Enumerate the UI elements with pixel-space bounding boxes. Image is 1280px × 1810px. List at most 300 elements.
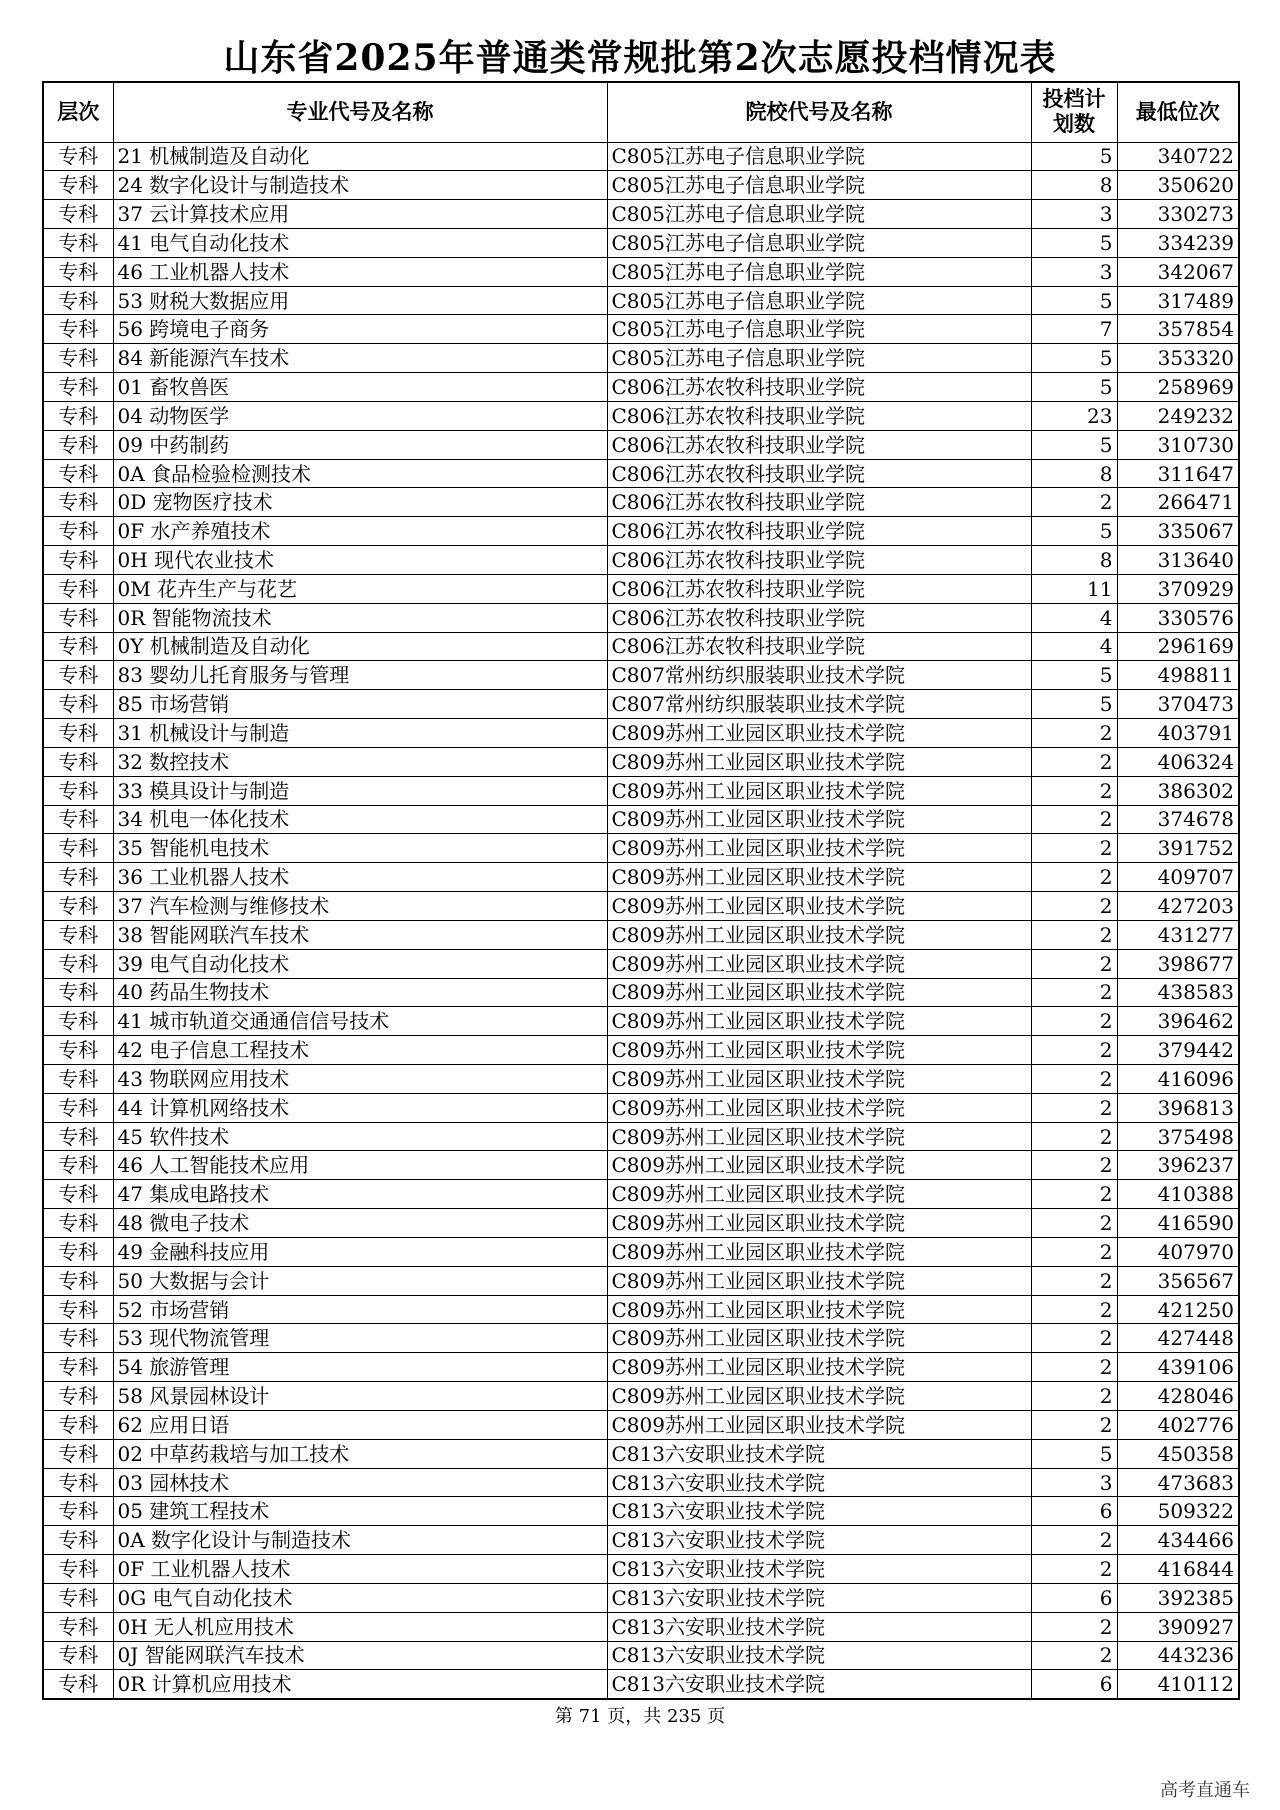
cell-rank: 386302: [1117, 776, 1239, 805]
cell-major: 0M 花卉生产与花艺: [113, 574, 607, 603]
header-school: 院校代号及名称: [607, 82, 1031, 142]
cell-rank: 409707: [1117, 863, 1239, 892]
table-row: [43, 776, 1239, 805]
table-row: [43, 228, 1239, 257]
cell-rank: 398677: [1117, 949, 1239, 978]
table-row: [43, 978, 1239, 1007]
cell-level: 专科: [43, 1439, 113, 1468]
cell-rank: 310730: [1117, 430, 1239, 459]
cell-rank: 427448: [1117, 1324, 1239, 1353]
cell-plan: 2: [1031, 920, 1117, 949]
header-major: 专业代号及名称: [113, 82, 607, 142]
cell-plan: 2: [1031, 1151, 1117, 1180]
cell-level: 专科: [43, 574, 113, 603]
cell-major: 45 软件技术: [113, 1122, 607, 1151]
table-row: [43, 1209, 1239, 1238]
cell-major: 58 风景园林设计: [113, 1382, 607, 1411]
cell-plan: 2: [1031, 978, 1117, 1007]
table-row: [43, 1353, 1239, 1382]
cell-plan: 4: [1031, 603, 1117, 632]
cell-school: C813六安职业技术学院: [607, 1583, 1031, 1612]
cell-major: 02 中草药栽培与加工技术: [113, 1439, 607, 1468]
cell-level: 专科: [43, 315, 113, 344]
cell-level: 专科: [43, 978, 113, 1007]
cell-level: 专科: [43, 1353, 113, 1382]
cell-level: 专科: [43, 1612, 113, 1641]
table-row: [43, 661, 1239, 690]
cell-school: C813六安职业技术学院: [607, 1526, 1031, 1555]
cell-rank: 410388: [1117, 1180, 1239, 1209]
cell-rank: 335067: [1117, 517, 1239, 546]
cell-plan: 2: [1031, 1555, 1117, 1584]
cell-level: 专科: [43, 1180, 113, 1209]
cell-rank: 416096: [1117, 1065, 1239, 1094]
table-row: [43, 488, 1239, 517]
cell-plan: 23: [1031, 401, 1117, 430]
cell-plan: 7: [1031, 315, 1117, 344]
cell-rank: 410112: [1117, 1670, 1239, 1699]
table-row: [43, 834, 1239, 863]
cell-major: 36 工业机器人技术: [113, 863, 607, 892]
cell-major: 50 大数据与会计: [113, 1266, 607, 1295]
cell-rank: 439106: [1117, 1353, 1239, 1382]
cell-rank: 396462: [1117, 1007, 1239, 1036]
table-row: [43, 747, 1239, 776]
cell-level: 专科: [43, 1410, 113, 1439]
cell-level: 专科: [43, 488, 113, 517]
table-row: [43, 690, 1239, 719]
cell-level: 专科: [43, 344, 113, 373]
cell-school: C813六安职业技术学院: [607, 1468, 1031, 1497]
cell-rank: 330273: [1117, 200, 1239, 229]
table-row: [43, 863, 1239, 892]
table-row: [43, 603, 1239, 632]
cell-rank: 416844: [1117, 1555, 1239, 1584]
cell-plan: 5: [1031, 517, 1117, 546]
cell-plan: 2: [1031, 1382, 1117, 1411]
cell-school: C807常州纺织服装职业技术学院: [607, 661, 1031, 690]
cell-plan: 2: [1031, 892, 1117, 921]
table-row: [43, 1497, 1239, 1526]
cell-plan: 5: [1031, 286, 1117, 315]
cell-major: 46 工业机器人技术: [113, 257, 607, 286]
page-footer: 第 71 页，共 235 页: [554, 1706, 726, 1727]
cell-major: 83 婴幼儿托育服务与管理: [113, 661, 607, 690]
cell-plan: 2: [1031, 863, 1117, 892]
cell-plan: 2: [1031, 1266, 1117, 1295]
table-row: [43, 315, 1239, 344]
table-row: [43, 1526, 1239, 1555]
cell-plan: 5: [1031, 661, 1117, 690]
cell-plan: 2: [1031, 1180, 1117, 1209]
cell-school: C806江苏农牧科技职业学院: [607, 488, 1031, 517]
cell-major: 39 电气自动化技术: [113, 949, 607, 978]
cell-plan: 4: [1031, 632, 1117, 661]
header-row: [43, 82, 1239, 142]
cell-plan: 2: [1031, 776, 1117, 805]
cell-level: 专科: [43, 747, 113, 776]
cell-major: 42 电子信息工程技术: [113, 1036, 607, 1065]
cell-major: 0H 现代农业技术: [113, 546, 607, 575]
cell-major: 35 智能机电技术: [113, 834, 607, 863]
cell-level: 专科: [43, 1497, 113, 1526]
watermark-text: 高考直通车: [1160, 1780, 1250, 1801]
cell-level: 专科: [43, 1555, 113, 1584]
table-row: [43, 574, 1239, 603]
cell-school: C809苏州工业园区职业技术学院: [607, 776, 1031, 805]
cell-school: C805江苏电子信息职业学院: [607, 315, 1031, 344]
cell-plan: 3: [1031, 200, 1117, 229]
table-row: [43, 286, 1239, 315]
cell-level: 专科: [43, 1036, 113, 1065]
table-row: [43, 430, 1239, 459]
table-row: [43, 1007, 1239, 1036]
cell-school: C813六安职业技术学院: [607, 1497, 1031, 1526]
table-row: [43, 1266, 1239, 1295]
cell-plan: 2: [1031, 1353, 1117, 1382]
cell-school: C809苏州工业园区职业技术学院: [607, 747, 1031, 776]
cell-plan: 3: [1031, 257, 1117, 286]
cell-plan: 2: [1031, 1324, 1117, 1353]
cell-plan: 5: [1031, 1439, 1117, 1468]
table-row: [43, 200, 1239, 229]
table-row: [43, 1583, 1239, 1612]
cell-major: 0Y 机械制造及自动化: [113, 632, 607, 661]
cell-school: C809苏州工业园区职业技术学院: [607, 1237, 1031, 1266]
cell-level: 专科: [43, 690, 113, 719]
cell-plan: 2: [1031, 1093, 1117, 1122]
cell-rank: 431277: [1117, 920, 1239, 949]
cell-rank: 356567: [1117, 1266, 1239, 1295]
cell-level: 专科: [43, 546, 113, 575]
cell-rank: 391752: [1117, 834, 1239, 863]
cell-school: C809苏州工业园区职业技术学院: [607, 892, 1031, 921]
cell-rank: 311647: [1117, 459, 1239, 488]
cell-level: 专科: [43, 1641, 113, 1670]
cell-level: 专科: [43, 1526, 113, 1555]
cell-rank: 342067: [1117, 257, 1239, 286]
cell-rank: 396237: [1117, 1151, 1239, 1180]
cell-school: C809苏州工业园区职业技术学院: [607, 1007, 1031, 1036]
cell-major: 0F 工业机器人技术: [113, 1555, 607, 1584]
cell-rank: 421250: [1117, 1295, 1239, 1324]
table-row: [43, 171, 1239, 200]
cell-level: 专科: [43, 603, 113, 632]
cell-school: C809苏州工业园区职业技术学院: [607, 949, 1031, 978]
cell-school: C809苏州工业园区职业技术学院: [607, 719, 1031, 748]
cell-plan: 5: [1031, 373, 1117, 402]
cell-level: 专科: [43, 834, 113, 863]
table-row: [43, 142, 1239, 171]
table-row: [43, 719, 1239, 748]
cell-school: C806江苏农牧科技职业学院: [607, 546, 1031, 575]
cell-rank: 353320: [1117, 344, 1239, 373]
cell-major: 40 药品生物技术: [113, 978, 607, 1007]
cell-level: 专科: [43, 1065, 113, 1094]
cell-rank: 428046: [1117, 1382, 1239, 1411]
cell-plan: 6: [1031, 1670, 1117, 1699]
cell-school: C807常州纺织服装职业技术学院: [607, 690, 1031, 719]
cell-level: 专科: [43, 949, 113, 978]
table-row: [43, 920, 1239, 949]
cell-plan: 2: [1031, 949, 1117, 978]
cell-school: C806江苏农牧科技职业学院: [607, 632, 1031, 661]
table-row: [43, 1295, 1239, 1324]
cell-level: 专科: [43, 430, 113, 459]
cell-major: 54 旅游管理: [113, 1353, 607, 1382]
cell-major: 62 应用日语: [113, 1410, 607, 1439]
cell-school: C805江苏电子信息职业学院: [607, 286, 1031, 315]
cell-major: 38 智能网联汽车技术: [113, 920, 607, 949]
cell-major: 84 新能源汽车技术: [113, 344, 607, 373]
cell-school: C805江苏电子信息职业学院: [607, 171, 1031, 200]
cell-school: C805江苏电子信息职业学院: [607, 142, 1031, 171]
cell-plan: 2: [1031, 1641, 1117, 1670]
cell-level: 专科: [43, 1209, 113, 1238]
cell-school: C806江苏农牧科技职业学院: [607, 373, 1031, 402]
table-row: [43, 1324, 1239, 1353]
cell-level: 专科: [43, 257, 113, 286]
cell-school: C813六安职业技术学院: [607, 1612, 1031, 1641]
cell-rank: 375498: [1117, 1122, 1239, 1151]
cell-school: C809苏州工业园区职业技术学院: [607, 1410, 1031, 1439]
cell-rank: 370473: [1117, 690, 1239, 719]
cell-school: C813六安职业技术学院: [607, 1439, 1031, 1468]
cell-major: 47 集成电路技术: [113, 1180, 607, 1209]
cell-level: 专科: [43, 200, 113, 229]
table-row: [43, 1237, 1239, 1266]
cell-rank: 340722: [1117, 142, 1239, 171]
cell-plan: 5: [1031, 690, 1117, 719]
cell-school: C805江苏电子信息职业学院: [607, 344, 1031, 373]
cell-rank: 266471: [1117, 488, 1239, 517]
cell-major: 53 现代物流管理: [113, 1324, 607, 1353]
header-plan: [1031, 82, 1117, 142]
cell-major: 0G 电气自动化技术: [113, 1583, 607, 1612]
cell-plan: 5: [1031, 430, 1117, 459]
cell-major: 32 数控技术: [113, 747, 607, 776]
cell-rank: 498811: [1117, 661, 1239, 690]
cell-major: 41 城市轨道交通通信信号技术: [113, 1007, 607, 1036]
cell-level: 专科: [43, 632, 113, 661]
cell-major: 85 市场营销: [113, 690, 607, 719]
cell-major: 0J 智能网联汽车技术: [113, 1641, 607, 1670]
cell-major: 01 畜牧兽医: [113, 373, 607, 402]
cell-plan: 2: [1031, 1295, 1117, 1324]
cell-major: 52 市场营销: [113, 1295, 607, 1324]
cell-rank: 317489: [1117, 286, 1239, 315]
cell-major: 21 机械制造及自动化: [113, 142, 607, 171]
cell-rank: 296169: [1117, 632, 1239, 661]
cell-plan: 6: [1031, 1497, 1117, 1526]
cell-major: 44 计算机网络技术: [113, 1093, 607, 1122]
table-row: [43, 1670, 1239, 1699]
cell-school: C805江苏电子信息职业学院: [607, 257, 1031, 286]
cell-major: 37 云计算技术应用: [113, 200, 607, 229]
table-row: [43, 1151, 1239, 1180]
cell-major: 49 金融科技应用: [113, 1237, 607, 1266]
cell-school: C809苏州工业园区职业技术学院: [607, 1295, 1031, 1324]
cell-rank: 350620: [1117, 171, 1239, 200]
cell-rank: 416590: [1117, 1209, 1239, 1238]
table-row: [43, 1122, 1239, 1151]
cell-rank: 406324: [1117, 747, 1239, 776]
cell-level: 专科: [43, 661, 113, 690]
cell-rank: 402776: [1117, 1410, 1239, 1439]
cell-plan: 2: [1031, 834, 1117, 863]
header-level: 层次: [43, 82, 113, 142]
cell-level: 专科: [43, 171, 113, 200]
table-row: [43, 1468, 1239, 1497]
cell-rank: 396813: [1117, 1093, 1239, 1122]
cell-rank: 407970: [1117, 1237, 1239, 1266]
table-row: [43, 373, 1239, 402]
table-row: [43, 546, 1239, 575]
cell-level: 专科: [43, 1468, 113, 1497]
cell-rank: 438583: [1117, 978, 1239, 1007]
cell-level: 专科: [43, 1295, 113, 1324]
page-title: 山东省2025年普通类常规批第2次志愿投档情况表: [223, 37, 1057, 79]
cell-plan: 5: [1031, 344, 1117, 373]
cell-plan: 2: [1031, 1237, 1117, 1266]
table-row: [43, 1612, 1239, 1641]
cell-plan: 2: [1031, 719, 1117, 748]
cell-plan: 8: [1031, 171, 1117, 200]
cell-major: 0F 水产养殖技术: [113, 517, 607, 546]
cell-plan: 2: [1031, 1122, 1117, 1151]
cell-major: 34 机电一体化技术: [113, 805, 607, 834]
cell-school: C809苏州工业园区职业技术学院: [607, 920, 1031, 949]
cell-plan: 3: [1031, 1468, 1117, 1497]
cell-level: 专科: [43, 142, 113, 171]
cell-level: 专科: [43, 1324, 113, 1353]
cell-rank: 473683: [1117, 1468, 1239, 1497]
cell-school: C806江苏农牧科技职业学院: [607, 517, 1031, 546]
cell-school: C809苏州工业园区职业技术学院: [607, 1382, 1031, 1411]
cell-plan: 8: [1031, 459, 1117, 488]
cell-major: 31 机械设计与制造: [113, 719, 607, 748]
cell-rank: 357854: [1117, 315, 1239, 344]
cell-school: C809苏州工业园区职业技术学院: [607, 1065, 1031, 1094]
cell-rank: 403791: [1117, 719, 1239, 748]
cell-plan: 11: [1031, 574, 1117, 603]
cell-plan: 2: [1031, 1007, 1117, 1036]
table-row: [43, 949, 1239, 978]
cell-level: 专科: [43, 719, 113, 748]
cell-major: 24 数字化设计与制造技术: [113, 171, 607, 200]
cell-level: 专科: [43, 776, 113, 805]
cell-school: C809苏州工业园区职业技术学院: [607, 1266, 1031, 1295]
cell-plan: 2: [1031, 1612, 1117, 1641]
cell-plan: 8: [1031, 546, 1117, 575]
cell-rank: 392385: [1117, 1583, 1239, 1612]
cell-level: 专科: [43, 1583, 113, 1612]
table-row: [43, 257, 1239, 286]
cell-school: C805江苏电子信息职业学院: [607, 228, 1031, 257]
table-row: [43, 805, 1239, 834]
cell-rank: 390927: [1117, 1612, 1239, 1641]
admission-table: [42, 81, 1240, 1700]
cell-rank: 374678: [1117, 805, 1239, 834]
cell-major: 0D 宠物医疗技术: [113, 488, 607, 517]
table-row: [43, 1065, 1239, 1094]
cell-level: 专科: [43, 863, 113, 892]
cell-school: C809苏州工业园区职业技术学院: [607, 1036, 1031, 1065]
cell-school: C809苏州工业园区职业技术学院: [607, 863, 1031, 892]
cell-rank: 249232: [1117, 401, 1239, 430]
cell-plan: 2: [1031, 747, 1117, 776]
cell-major: 09 中药制药: [113, 430, 607, 459]
cell-rank: 509322: [1117, 1497, 1239, 1526]
cell-level: 专科: [43, 373, 113, 402]
cell-rank: 334239: [1117, 228, 1239, 257]
cell-major: 04 动物医学: [113, 401, 607, 430]
cell-major: 33 模具设计与制造: [113, 776, 607, 805]
cell-major: 53 财税大数据应用: [113, 286, 607, 315]
table-row: [43, 401, 1239, 430]
cell-rank: 258969: [1117, 373, 1239, 402]
cell-level: 专科: [43, 1237, 113, 1266]
cell-school: C809苏州工业园区职业技术学院: [607, 1209, 1031, 1238]
cell-rank: 427203: [1117, 892, 1239, 921]
cell-rank: 443236: [1117, 1641, 1239, 1670]
cell-level: 专科: [43, 459, 113, 488]
cell-rank: 313640: [1117, 546, 1239, 575]
cell-major: 0A 数字化设计与制造技术: [113, 1526, 607, 1555]
cell-major: 48 微电子技术: [113, 1209, 607, 1238]
cell-major: 46 人工智能技术应用: [113, 1151, 607, 1180]
cell-level: 专科: [43, 286, 113, 315]
cell-level: 专科: [43, 920, 113, 949]
cell-school: C813六安职业技术学院: [607, 1641, 1031, 1670]
table-body: [43, 142, 1239, 1699]
cell-school: C809苏州工业园区职业技术学院: [607, 1122, 1031, 1151]
cell-plan: 5: [1031, 142, 1117, 171]
table-row: [43, 892, 1239, 921]
cell-level: 专科: [43, 1122, 113, 1151]
cell-major: 0R 智能物流技术: [113, 603, 607, 632]
cell-school: C809苏州工业园区职业技术学院: [607, 1353, 1031, 1382]
cell-school: C813六安职业技术学院: [607, 1555, 1031, 1584]
cell-level: 专科: [43, 517, 113, 546]
cell-major: 03 园林技术: [113, 1468, 607, 1497]
cell-rank: 330576: [1117, 603, 1239, 632]
table-row: [43, 1093, 1239, 1122]
table-row: [43, 1382, 1239, 1411]
cell-plan: 2: [1031, 1526, 1117, 1555]
cell-plan: 2: [1031, 1036, 1117, 1065]
cell-level: 专科: [43, 1151, 113, 1180]
cell-rank: 379442: [1117, 1036, 1239, 1065]
cell-school: C809苏州工业园区职业技术学院: [607, 1324, 1031, 1353]
cell-school: C809苏州工业园区职业技术学院: [607, 978, 1031, 1007]
cell-school: C806江苏农牧科技职业学院: [607, 603, 1031, 632]
table-row: [43, 1180, 1239, 1209]
cell-major: 41 电气自动化技术: [113, 228, 607, 257]
cell-level: 专科: [43, 1670, 113, 1699]
table-row: [43, 459, 1239, 488]
cell-rank: 434466: [1117, 1526, 1239, 1555]
cell-school: C806江苏农牧科技职业学院: [607, 430, 1031, 459]
cell-school: C809苏州工业园区职业技术学院: [607, 834, 1031, 863]
table-row: [43, 517, 1239, 546]
table-row: [43, 1410, 1239, 1439]
cell-level: 专科: [43, 805, 113, 834]
cell-school: C809苏州工业园区职业技术学院: [607, 805, 1031, 834]
cell-school: C809苏州工业园区职业技术学院: [607, 1180, 1031, 1209]
cell-major: 0H 无人机应用技术: [113, 1612, 607, 1641]
table-row: [43, 1036, 1239, 1065]
